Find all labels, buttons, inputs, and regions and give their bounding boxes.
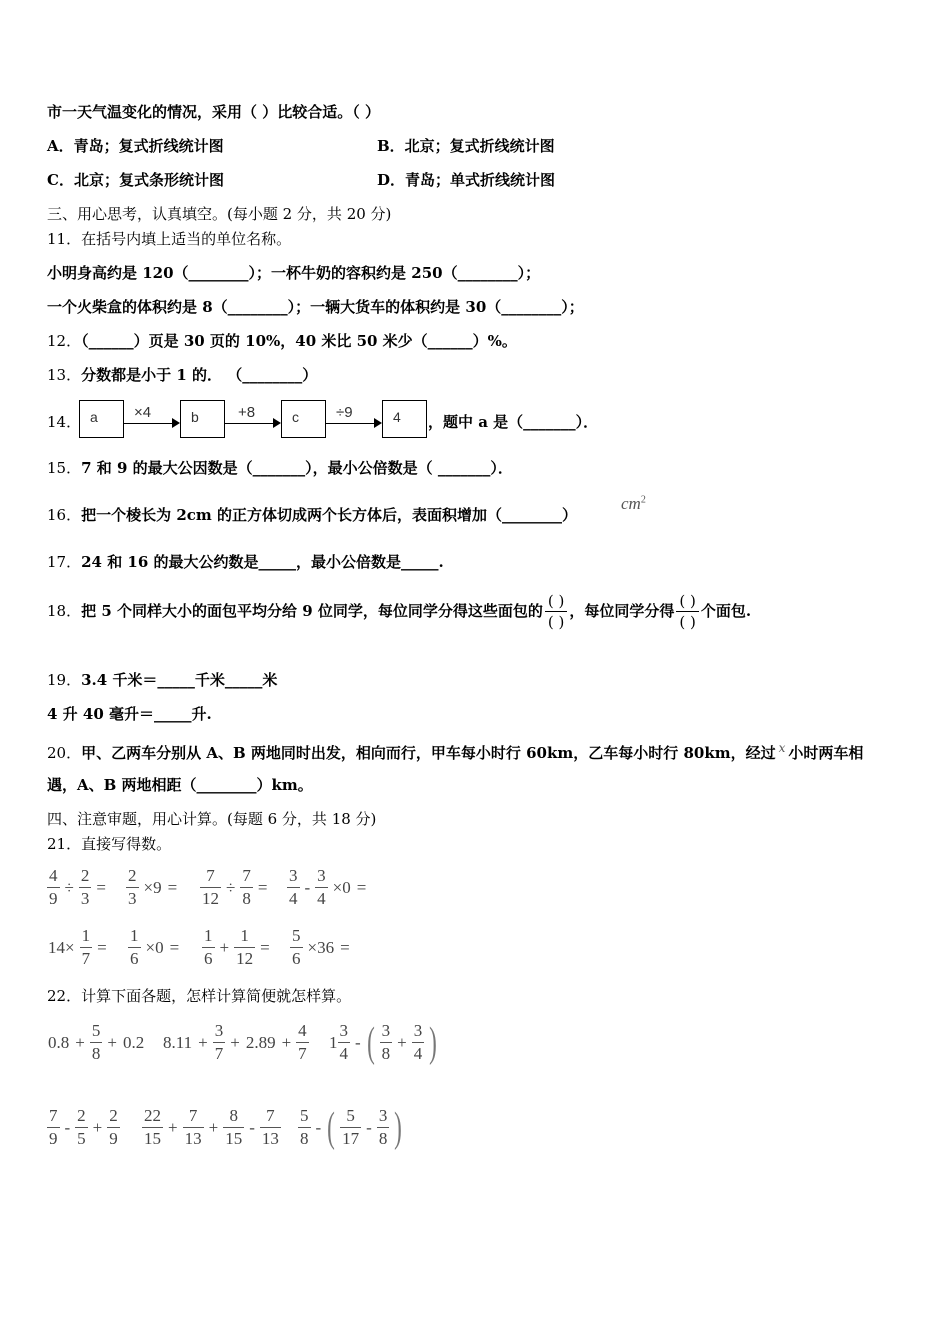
blank-fraction-1[interactable]	[545, 591, 567, 632]
question-text-1b: 小时两车相	[788, 744, 864, 762]
question-19-line-2: 4 升 40 毫升＝_____升.	[47, 705, 212, 723]
q21-expr-3[interactable]: $\frac{7}{12}$ ÷ $\frac{7}{8}$ =	[202, 866, 268, 908]
q21-expr-4[interactable]: $\frac{3}{4}$ - $\frac{3}{4}$ ×0 =	[289, 866, 367, 908]
blank-denominator: ( )	[676, 611, 698, 632]
question-text: 3.4 千米＝_____千米_____米	[81, 671, 278, 689]
q21-expr-8[interactable]: $\frac{5}{6}$ ×36 =	[292, 926, 350, 968]
question-17	[47, 552, 444, 572]
flow-arrow-3	[325, 423, 375, 424]
question-text: 直接写得数。	[81, 835, 172, 853]
flow-box-a	[79, 400, 124, 438]
q21-expr-2[interactable]: $\frac{2}{3}$ ×9 =	[128, 866, 178, 908]
option-c[interactable]: C．北京；复式条形统计图	[47, 171, 224, 189]
question-text: 分数都是小于 1 的． （________）	[81, 366, 318, 384]
q22-expr-1[interactable]: 0.8 + $\frac{5}{8}$ + 0.2	[48, 1021, 145, 1063]
question-number: 21．	[47, 835, 82, 853]
question-text: （______）页是 30 页的 10%，40 米比 50 米少（______）%。	[81, 332, 517, 350]
question-text: 在括号内填上适当的单位名称。	[81, 230, 292, 248]
question-11-line-2: 一个火柴盒的体积约是 8（________）；一辆大货车的体积约是 30（________）；	[47, 298, 584, 316]
q21-expr-6[interactable]: $\frac{1}{6}$ ×0 =	[130, 926, 180, 968]
question-number: 15．	[47, 459, 82, 477]
flow-box-c-label: c	[292, 409, 299, 425]
option-a[interactable]: A．青岛；复式折线统计图	[47, 137, 224, 155]
q21-expr-1[interactable]: $\frac{4}{9}$ ÷ $\frac{2}{3}$ =	[49, 866, 106, 908]
flow-box-result	[382, 400, 427, 438]
flow-op-1: ×4	[134, 404, 152, 421]
question-text-1a: 甲、乙两车分别从 A、B 两地同时出发，相向而行，甲车每小时行 60km，乙车每小时行 80km，经过	[81, 744, 776, 762]
flow-box-b-label: b	[191, 409, 199, 425]
question-number: 11．	[47, 230, 82, 248]
q21-expr-7[interactable]: $\frac{1}{6}$ + $\frac{1}{12}$ =	[204, 926, 270, 968]
flow-box-a-label: a	[90, 409, 98, 425]
section-3-heading: 三、用心思考，认真填空。(每小题 2 分，共 20 分)	[47, 205, 392, 223]
question-number: 16．	[47, 506, 82, 524]
blank-fraction-2[interactable]	[676, 591, 698, 632]
question-number: 17．	[47, 553, 82, 571]
question-text-1: 把 5 个同样大小的面包平均分给 9 位同学，每位同学分得这些面包的	[81, 602, 543, 620]
question-16	[47, 505, 577, 525]
question-text-3: 个面包.	[700, 602, 752, 620]
question-20-line-2: 遇，A、B 两地相距（________）km。	[47, 776, 313, 794]
question-number: 20．	[47, 744, 82, 762]
blank-numerator: ( )	[547, 591, 565, 610]
question-18	[47, 587, 751, 634]
question-text: 7 和 9 的最大公因数是（_______），最小公倍数是（ _______）．	[81, 459, 513, 477]
option-d[interactable]: D．青岛；单式折线统计图	[377, 171, 556, 189]
q22-expr-3[interactable]: 1 $\frac{3}{4}$ - ( $\frac{3}{8}$ + $\frac{3}{4}$ )	[329, 1019, 438, 1066]
question-number: 22．	[47, 987, 82, 1005]
question-number: 12．	[47, 332, 82, 350]
flow-box-c	[281, 400, 326, 438]
question-text: 把一个棱长为 2cm 的正方体切成两个长方体后，表面积增加（________）	[81, 506, 577, 524]
question-13	[47, 365, 317, 385]
unit-text: cm	[621, 494, 641, 513]
q22-expr-5[interactable]: $\frac{22}{15}$ + $\frac{7}{13}$ + $\frac{8}{15}$ - $\frac{7}{13}$	[144, 1106, 279, 1148]
question-19	[47, 670, 277, 690]
q22-expr-2[interactable]: 8.11 + $\frac{3}{7}$ + 2.89 + $\frac{4}{7}$	[163, 1021, 307, 1063]
blank-denominator: ( )	[545, 611, 567, 632]
section-4-heading: 四、注意审题，用心计算。(每题 6 分，共 18 分)	[47, 810, 377, 828]
question-10-continuation: 市一天气温变化的情况，采用（ ）比较合适。（ ）	[47, 103, 380, 121]
question-number: 13．	[47, 366, 82, 384]
question-14-number: 14．	[47, 413, 82, 431]
flow-op-2: +8	[238, 404, 256, 421]
flow-arrow-1	[123, 423, 173, 424]
question-text-2: ，每位同学分得	[569, 602, 675, 620]
question-12	[47, 331, 517, 351]
question-number: 18．	[47, 602, 82, 620]
question-text: 计算下面各题，怎样计算简便就怎样算。	[81, 987, 352, 1005]
variable-x: x	[778, 741, 786, 755]
flow-arrow-2	[224, 423, 274, 424]
q22-expr-6[interactable]: $\frac{5}{8}$ - ( $\frac{5}{17}$ - $\frac{3}{8}$ )	[300, 1104, 403, 1151]
question-text: 24 和 16 的最大公约数是_____，最小公倍数是_____.	[81, 553, 444, 571]
flow-box-b	[180, 400, 225, 438]
flow-op-3: ÷9	[336, 404, 353, 421]
q22-expr-4[interactable]: $\frac{7}{9}$ - $\frac{2}{5}$ + $\frac{2}{9}$	[49, 1106, 118, 1148]
unit-cm2	[621, 494, 646, 514]
question-number: 19．	[47, 671, 82, 689]
question-15	[47, 458, 513, 478]
q21-expr-5[interactable]: 14× $\frac{1}{7}$ =	[48, 926, 107, 968]
question-11-line-1: 小明身高约是 120（________）；一杯牛奶的容积约是 250（________）；	[47, 264, 541, 282]
question-14-tail: ，题中 a 是（_______）．	[428, 413, 599, 431]
question-22	[47, 986, 351, 1006]
unit-exponent: 2	[640, 494, 646, 506]
blank-numerator: ( )	[679, 591, 696, 610]
question-20	[47, 738, 863, 763]
flow-arrowhead-2	[273, 418, 281, 428]
option-b[interactable]: B．北京；复式折线统计图	[377, 137, 555, 155]
flow-box-result-label: 4	[393, 409, 401, 425]
flow-arrowhead-3	[374, 418, 382, 428]
question-11	[47, 229, 291, 249]
flow-arrowhead-1	[172, 418, 180, 428]
question-21	[47, 834, 171, 854]
